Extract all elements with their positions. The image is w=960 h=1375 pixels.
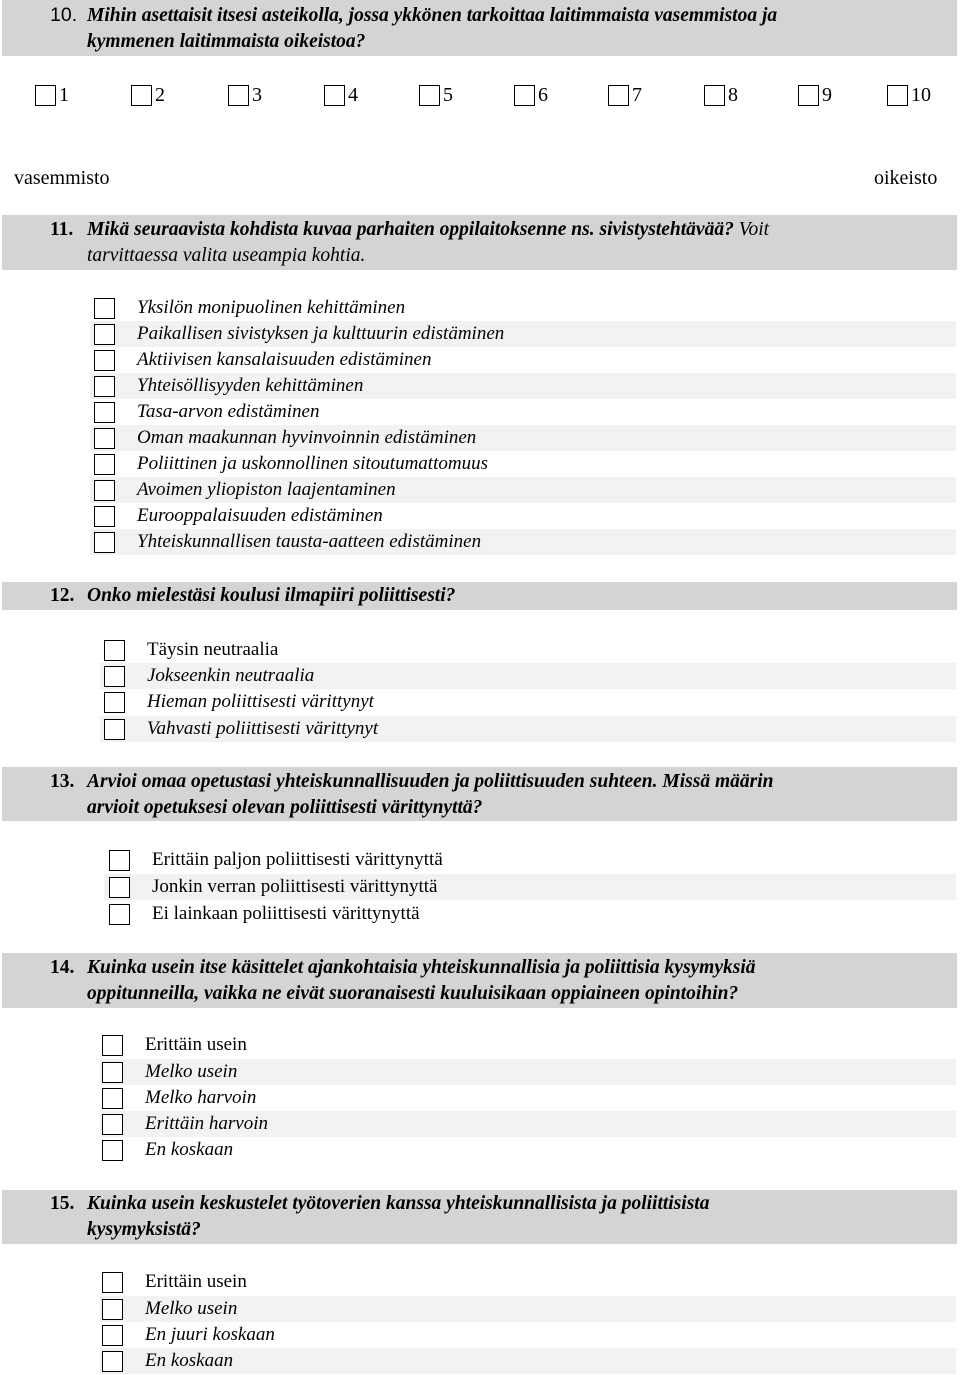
question-14-text: 14. Kuinka usein itse käsittelet ajankohtaisia yhteiskunnallisia ja poliittisia kysymyksiä oppitunneilla, vaikka ne eivät suoranaisesti kuuluisikaan oppiaineen opintoihin? [50, 957, 756, 1004]
checkbox[interactable] [94, 298, 115, 319]
option-q12-4[interactable]: Vahvasti poliittisesti värittynyt [104, 716, 378, 742]
checkbox[interactable] [102, 1140, 123, 1161]
checkbox[interactable] [102, 1114, 123, 1135]
question-number: 10. [50, 4, 78, 26]
checkbox[interactable] [94, 532, 115, 553]
question-10-text: 10. Mihin asettaisit itsesi asteikolla, jossa ykkönen tarkoittaa laitimmaista vasemmistoa ja kymmenen laitimmaista oikeistoa? [50, 4, 778, 52]
checkbox[interactable] [104, 640, 125, 661]
option-q11-5[interactable]: Tasa-arvon edistäminen [94, 399, 319, 425]
checkbox[interactable] [35, 85, 56, 106]
question-11-text: 11. Mikä seuraavista kohdista kuvaa parhaiten oppilaitoksenne ns. sivistystehtävää? Voit tarvittaessa valita useampia kohtia. [50, 219, 770, 266]
checkbox[interactable] [324, 85, 345, 106]
question-number: 12. [50, 585, 75, 606]
question-13-text: 13. Arvioi omaa opetustasi yhteiskunnallisuuden ja poliittisuuden suhteen. Missä määrin arvioit opetuksesi olevan poliittisesti värittynyttä? [50, 771, 774, 818]
question-number: 13. [50, 771, 75, 792]
checkbox[interactable] [94, 402, 115, 423]
checkbox[interactable] [104, 692, 125, 713]
option-q14-2[interactable]: Melko usein [102, 1059, 237, 1085]
scale-option-4[interactable]: 4 [324, 84, 358, 107]
checkbox[interactable] [228, 85, 249, 106]
question-12-text: 12. Onko mielestäsi koulusi ilmapiiri poliittisesti? [50, 583, 930, 609]
scale-option-8[interactable]: 8 [704, 84, 738, 107]
checkbox[interactable] [109, 877, 130, 898]
checkbox[interactable] [94, 350, 115, 371]
checkbox[interactable] [94, 454, 115, 475]
option-q14-3[interactable]: Melko harvoin [102, 1085, 256, 1111]
scale-option-9[interactable]: 9 [798, 84, 832, 107]
option-q15-1[interactable]: Erittäin usein [102, 1269, 247, 1295]
scale-option-7[interactable]: 7 [608, 84, 642, 107]
checkbox[interactable] [102, 1325, 123, 1346]
option-q11-4[interactable]: Yhteisöllisyyden kehittäminen [94, 373, 363, 399]
checkbox[interactable] [887, 85, 908, 106]
scale-option-5[interactable]: 5 [419, 84, 453, 107]
scale-left-label: vasemmisto [14, 167, 110, 189]
question-number: 11. [50, 219, 74, 240]
option-q14-5[interactable]: En koskaan [102, 1137, 233, 1163]
checkbox[interactable] [104, 719, 125, 740]
option-q11-3[interactable]: Aktiivisen kansalaisuuden edistäminen [94, 347, 431, 373]
question-number: 14. [50, 957, 75, 978]
scale-right-label: oikeisto [874, 167, 938, 189]
option-q13-2[interactable]: Jonkin verran poliittisesti värittynyttä [109, 874, 437, 900]
option-q15-3[interactable]: En juuri koskaan [102, 1322, 275, 1348]
scale-option-10[interactable]: 10 [887, 84, 931, 107]
question-number: 15. [50, 1193, 75, 1214]
scale-option-6[interactable]: 6 [514, 84, 548, 107]
checkbox[interactable] [94, 428, 115, 449]
option-q11-1[interactable]: Yksilön monipuolinen kehittäminen [94, 295, 405, 321]
option-q15-4[interactable]: En koskaan [102, 1348, 233, 1374]
checkbox[interactable] [102, 1062, 123, 1083]
checkbox[interactable] [131, 85, 152, 106]
checkbox[interactable] [94, 376, 115, 397]
checkbox[interactable] [102, 1272, 123, 1293]
checkbox[interactable] [104, 666, 125, 687]
option-q12-1[interactable]: Täysin neutraalia [104, 637, 278, 663]
checkbox[interactable] [109, 904, 130, 925]
checkbox[interactable] [102, 1299, 123, 1320]
checkbox[interactable] [94, 324, 115, 345]
option-q13-3[interactable]: Ei lainkaan poliittisesti värittynyttä [109, 901, 420, 927]
option-q11-2[interactable]: Paikallisen sivistyksen ja kulttuurin edistäminen [94, 321, 504, 347]
question-15-text: 15. Kuinka usein keskustelet työtoverien kanssa yhteiskunnallisista ja poliittisista kysymyksistä? [50, 1193, 710, 1240]
scale-option-2[interactable]: 2 [131, 84, 165, 107]
checkbox[interactable] [419, 85, 440, 106]
option-q11-6[interactable]: Oman maakunnan hyvinvoinnin edistäminen [94, 425, 476, 451]
option-q12-3[interactable]: Hieman poliittisesti värittynyt [104, 689, 374, 715]
option-q13-1[interactable]: Erittäin paljon poliittisesti värittynyttä [109, 847, 443, 873]
option-q14-4[interactable]: Erittäin harvoin [102, 1111, 268, 1137]
option-q11-10[interactable]: Yhteiskunnallisen tausta-aatteen edistäminen [94, 529, 481, 555]
checkbox[interactable] [704, 85, 725, 106]
checkbox[interactable] [94, 506, 115, 527]
checkbox[interactable] [102, 1088, 123, 1109]
scale-option-1[interactable]: 1 [35, 84, 69, 107]
checkbox[interactable] [109, 850, 130, 871]
checkbox[interactable] [102, 1351, 123, 1372]
option-q11-9[interactable]: Eurooppalaisuuden edistäminen [94, 503, 383, 529]
option-q11-8[interactable]: Avoimen yliopiston laajentaminen [94, 477, 396, 503]
checkbox[interactable] [608, 85, 629, 106]
scale-option-3[interactable]: 3 [228, 84, 262, 107]
option-q14-1[interactable]: Erittäin usein [102, 1032, 247, 1058]
option-q15-2[interactable]: Melko usein [102, 1296, 237, 1322]
checkbox[interactable] [514, 85, 535, 106]
checkbox[interactable] [102, 1035, 123, 1056]
option-q11-7[interactable]: Poliittinen ja uskonnollinen sitoutumattomuus [94, 451, 488, 477]
checkbox[interactable] [94, 480, 115, 501]
checkbox[interactable] [798, 85, 819, 106]
option-q12-2[interactable]: Jokseenkin neutraalia [104, 663, 314, 689]
